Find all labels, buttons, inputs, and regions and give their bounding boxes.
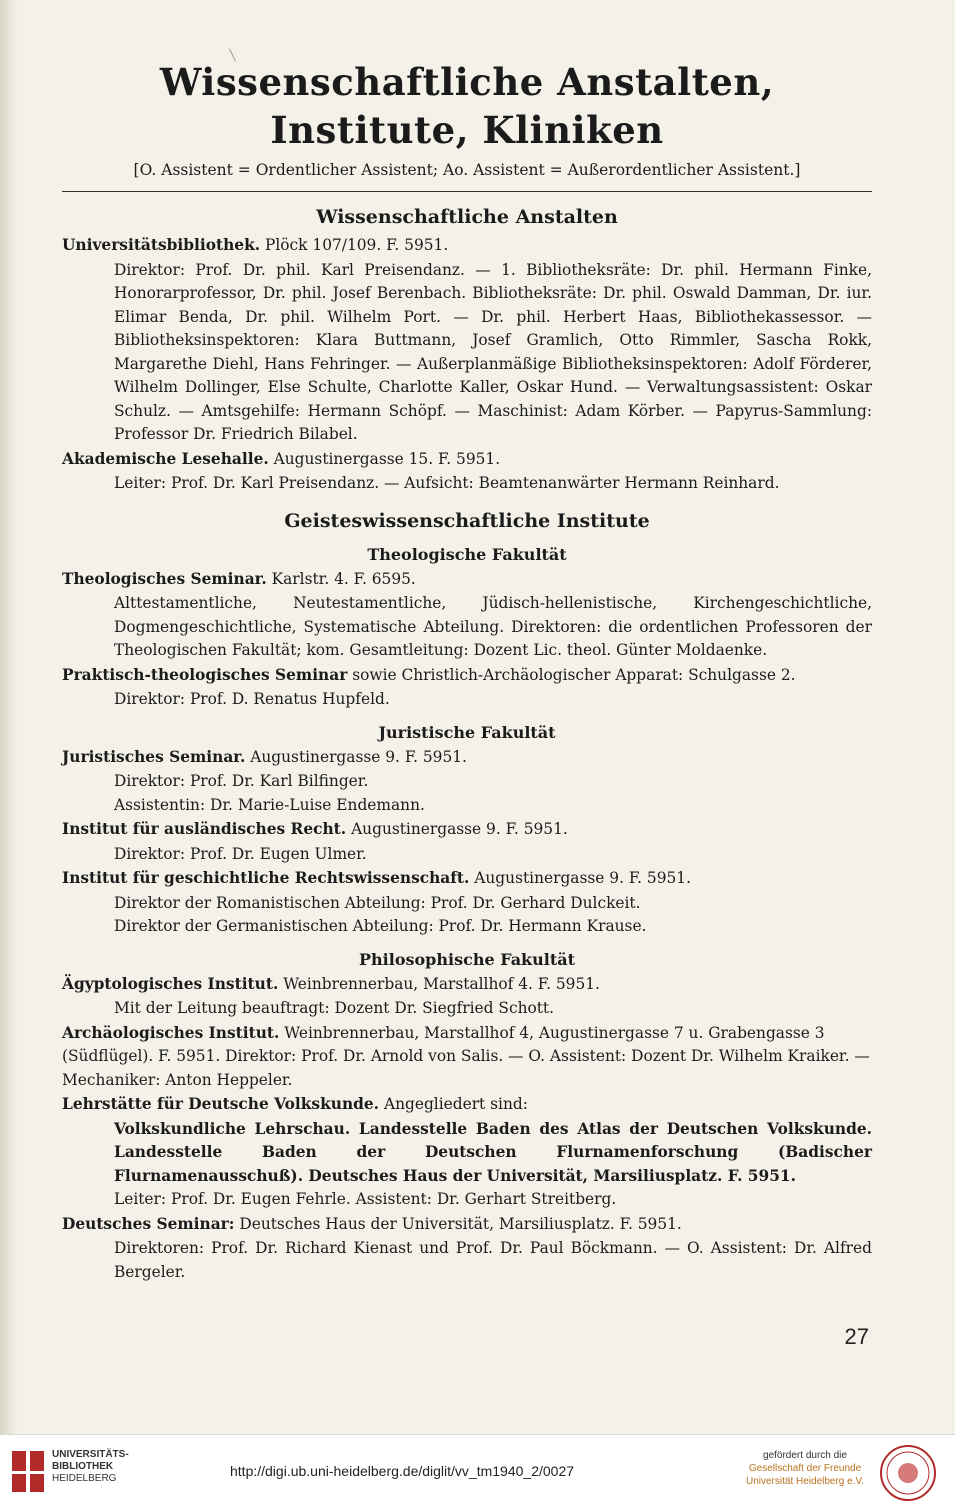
entry-details: Direktor der Romanistischen Abteilung: Prof. Dr. Gerhard Dulckeit. — [114, 893, 641, 912]
faculty-heading-philosophy: Philosophische Fakultät — [359, 949, 575, 969]
entry-details: Mit der Leitung beauftragt: Dozent Dr. Siegfried Schott. — [114, 999, 555, 1017]
page-content — [62, 58, 872, 1284]
entry-volkskunde — [62, 1093, 872, 1117]
entry-label: Institut für ausländisches Recht. — [62, 820, 347, 838]
entry-address: Karlstr. 4. F. 6595. — [271, 569, 416, 588]
entry-label: Archäologisches Institut. — [62, 1023, 280, 1042]
entry-details: Alttestamentliche, Neutestamentliche, Jüdisch-hellenistische, Kirchengeschichtliche, Dogmengeschichtliche, Systematische Abteilung. Direktoren: die ordentlichen Professoren der Theologischen Fakultät; kom. Gesamtleitung: Dozent Lic. theol. Günter Moldaenke. — [114, 594, 872, 659]
society-name: Gesellschaft der Freunde — [748, 1463, 862, 1474]
title-rule — [62, 191, 872, 192]
entry-deutsches-seminar — [62, 1213, 872, 1237]
entry-praktisch-theologisches-seminar — [62, 664, 872, 688]
entry-address: Angegliedert sind: — [383, 1095, 528, 1113]
entry-address: Deutsches Haus der Universität, Marsiliusplatz. F. 5951. — [239, 1214, 682, 1233]
society-name: Universität Heidelberg e.V. — [745, 1476, 865, 1487]
viewer-footer — [0, 1434, 955, 1510]
entry-address: Plöck 107/109. F. 5951. — [265, 236, 449, 254]
entry-label: Praktisch-theologisches Seminar — [62, 665, 348, 684]
entry-label: Juristisches Seminar. — [62, 747, 246, 766]
entry-theologisches-seminar — [62, 568, 872, 592]
funding-note[interactable] — [740, 1449, 870, 1488]
entry-address: Augustinergasse 9. F. 5951. — [250, 747, 467, 766]
entry-label: Deutsches Seminar: — [62, 1214, 235, 1233]
page-title: Wissenschaftliche Anstalten, Institute, Kliniken — [159, 60, 775, 152]
entry-address: sowie Christlich-Archäologischer Apparat: Schulgasse 2. — [352, 665, 796, 684]
library-name-line: UNIVERSITÄTS- — [52, 1449, 129, 1460]
library-name[interactable] — [52, 1449, 129, 1485]
entry-address: Augustinergasse 9. F. 5951. — [474, 869, 691, 887]
section-heading-institute: Geisteswissenschaftliche Institute — [284, 509, 650, 532]
entry-address: Weinbrennerbau, Marstallhof 4. F. 5951. — [283, 974, 600, 993]
section-heading-anstalten: Wissenschaftliche Anstalten — [316, 206, 618, 228]
entry-label: Institut für geschichtliche Rechtswissenschaft. — [62, 869, 470, 887]
entry-juristisches-seminar — [62, 746, 872, 770]
entry-details: Leiter: Prof. Dr. Eugen Fehrle. Assistent: Dr. Gerhart Streitberg. — [114, 1190, 617, 1208]
entry-label: Theologisches Seminar. — [62, 569, 267, 588]
entry-details: Direktor der Germanistischen Abteilung: Prof. Dr. Hermann Krause. — [114, 917, 647, 935]
university-library-logo-icon — [10, 1449, 46, 1495]
entry-auslaendisches-recht — [62, 818, 872, 842]
entry-details: Direktor: Prof. Dr. phil. Karl Preisendanz. — 1. Bibliotheksräte: Dr. phil. Hermann Finke, Honorarprofessor, Dr. phil. Josef Berenbach. Bibliotheksräte: Dr. phil. Oswald Damman, Dr. iur. Elimar Benda, Dr. phil. Wilhelm Port. — Dr. phil. Herbert Haas, Bibliothekassessor. — Bibliotheksinspektoren: Klara Buttmann, Josef Gramlich, Otto Rimmler, Sascha Rokk, Margarethe Diehl, Hans Fehringer. — Außerplanmäßige Bibliotheksinspektoren: Adolf Förderer, Wilhelm Dollinger, Else Schulte, Charlotte Kaller, Oskar Hund. — Verwaltungsassistent: Oskar Schulz. — Amtsgehilfe: Hermann Schöpf. — Maschinist: Adam Körber. — Papyrus-Sammlung: Professor Dr. Friedrich Bilabel. — [114, 260, 872, 443]
entry-details: Direktor: Prof. Dr. Eugen Ulmer. — [114, 844, 367, 863]
permalink-url[interactable]: http://digi.ub.uni-heidelberg.de/diglit/vv_tm1940_2/0027 — [230, 1463, 575, 1479]
entry-label: Akademische Lesehalle. — [62, 449, 269, 468]
university-seal-icon — [878, 1443, 938, 1503]
entry-archaeologisches-institut — [62, 1022, 872, 1093]
abbreviation-note: [O. Assistent = Ordentlicher Assistent; Ao. Assistent = Außerordentlicher Assistent.] — [133, 161, 801, 179]
entry-rechtswissenschaft — [62, 867, 872, 891]
entry-details: Assistentin: Dr. Marie-Luise Endemann. — [114, 795, 425, 814]
entry-label: Lehrstätte für Deutsche Volkskunde. — [62, 1095, 380, 1113]
entry-address: Augustinergasse 15. F. 5951. — [273, 449, 501, 468]
entry-details: Direktor: Prof. D. Renatus Hupfeld. — [114, 690, 390, 708]
entry-aegyptologisches-institut — [62, 973, 872, 997]
entry-address: Augustinergasse 9. F. 5951. — [351, 820, 568, 838]
faculty-heading-theology: Theologische Fakultät — [367, 544, 567, 564]
entry-universitaetsbibliothek — [62, 234, 872, 258]
library-name-line: BIBLIOTHEK — [52, 1461, 114, 1472]
entry-details: Direktor: Prof. Dr. Karl Bilfinger. — [114, 772, 369, 790]
faculty-heading-law: Juristische Fakultät — [378, 722, 556, 742]
funded-by-text: gefördert durch die — [763, 1450, 847, 1461]
entry-label: Ägyptologisches Institut. — [62, 974, 279, 993]
entry-details: Leiter: Prof. Dr. Karl Preisendanz. — Aufsicht: Beamtenanwärter Hermann Reinhard. — [114, 474, 780, 492]
entry-details: Direktoren: Prof. Dr. Richard Kienast und Prof. Dr. Paul Böckmann. — O. Assistent: Dr. Alfred Bergeler. — [114, 1239, 872, 1281]
entry-lesehalle — [62, 448, 872, 472]
page-fold-shadow — [0, 0, 18, 1434]
entry-address: Weinbrennerbau, Marstallhof 4, Augustinergasse 7 u. Grabengasse 3 (Südflügel). F. 5951. Direktor: Prof. Dr. Arnold von Salis. — O. Assistent: Dozent Dr. Wilhelm Kraiker. — Mechaniker: Anton Heppeler. — [62, 1023, 870, 1089]
library-name-line: HEIDELBERG — [52, 1473, 117, 1484]
entry-label: Universitätsbibliothek. — [62, 236, 261, 254]
entry-details: Volkskundliche Lehrschau. Landesstelle Baden des Atlas der Deutschen Volkskunde. Landesstelle Baden der Deutschen Flurnamenforschung (Badischer Flurnamenausschuß). Deutsches Haus der Universität, Marsiliusplatz. F. 5951. — [114, 1119, 872, 1185]
page-number: 27 — [844, 1324, 869, 1349]
